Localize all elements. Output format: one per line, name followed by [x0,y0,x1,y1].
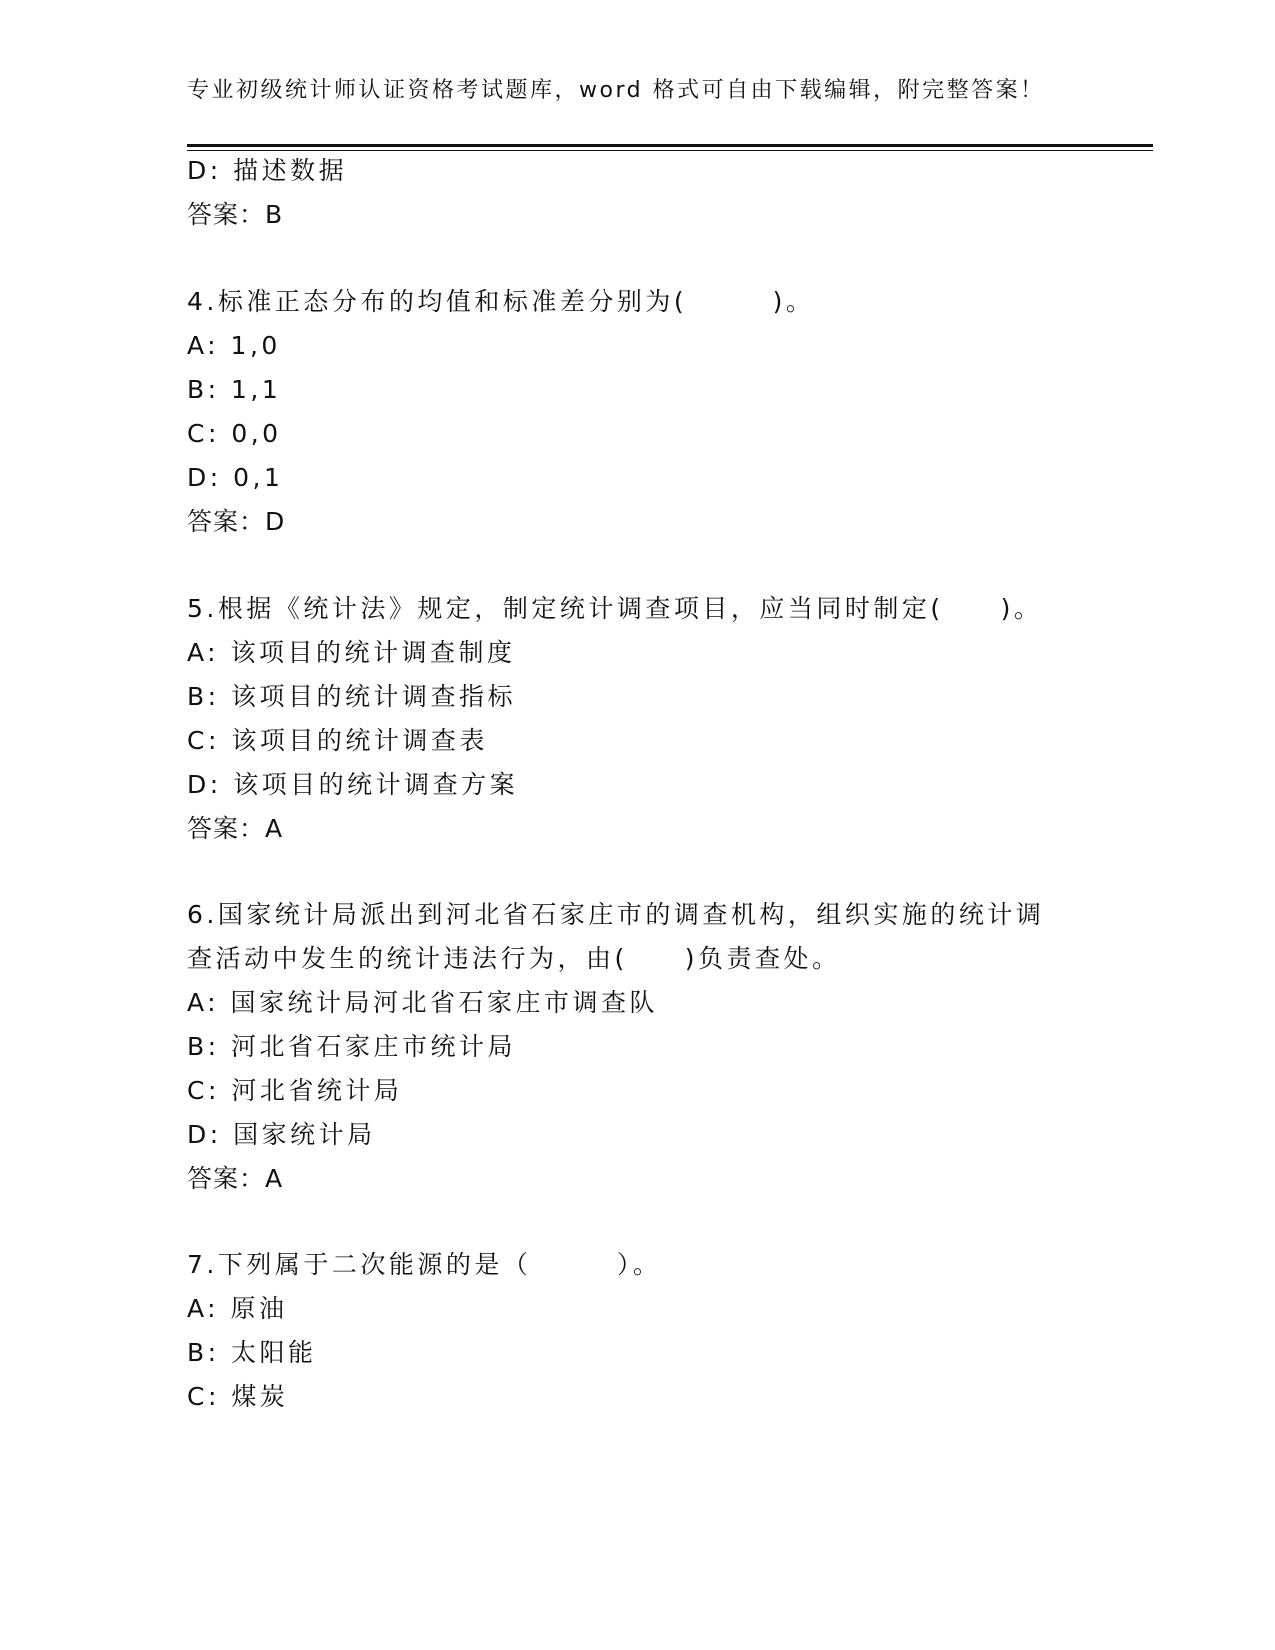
question-4-option-b: B: 1,1 [187,375,282,404]
question-4-stem: 4.标准正态分布的均值和标准差分别为( )。 [187,287,815,316]
question-6-option-a: A: 国家统计局河北省石家庄市调查队 [187,988,659,1017]
question-5-option-c: C: 该项目的统计调查表 [187,726,488,755]
question-7-option-a: A: 原油 [187,1294,288,1323]
question-6-option-d: D: 国家统计局 [187,1120,376,1149]
question-6-stem-line-1: 6.国家统计局派出到河北省石家庄市的调查机构，组织实施的统计调 [187,900,1045,929]
prev-answer: 答案：B [187,200,284,229]
question-5-stem: 5.根据《统计法》规定，制定统计调查项目，应当同时制定( )。 [187,594,1043,623]
question-6-option-c: C: 河北省统计局 [187,1076,403,1105]
page-header: 专业初级统计师认证资格考试题库，word 格式可自由下载编辑，附完整答案！ [187,78,1045,103]
question-4-option-c: C: 0,0 [187,419,282,448]
question-5-option-b: B: 该项目的统计调查指标 [187,682,517,711]
question-6-stem-line-2: 查活动中发生的统计违法行为，由( )负责查处。 [187,944,841,973]
question-5-option-d: D: 该项目的统计调查方案 [187,770,519,799]
question-5-option-a: A: 该项目的统计调查制度 [187,638,516,667]
question-4-answer: 答案：D [187,507,286,536]
prev-option-d: D: 描述数据 [187,156,348,185]
question-6-answer: 答案：A [187,1164,284,1193]
header-rule [187,144,1153,147]
question-7-stem: 7.下列属于二次能源的是（ ）。 [187,1250,662,1279]
question-4-option-a: A: 1,0 [187,331,281,360]
question-4-option-d: D: 0,1 [187,463,284,492]
question-6-option-b: B: 河北省石家庄市统计局 [187,1032,517,1061]
header-rule-thin [187,150,1153,151]
question-7-option-c: C: 煤炭 [187,1382,289,1411]
question-5-answer: 答案：A [187,814,284,843]
question-7-option-b: B: 太阳能 [187,1338,317,1367]
